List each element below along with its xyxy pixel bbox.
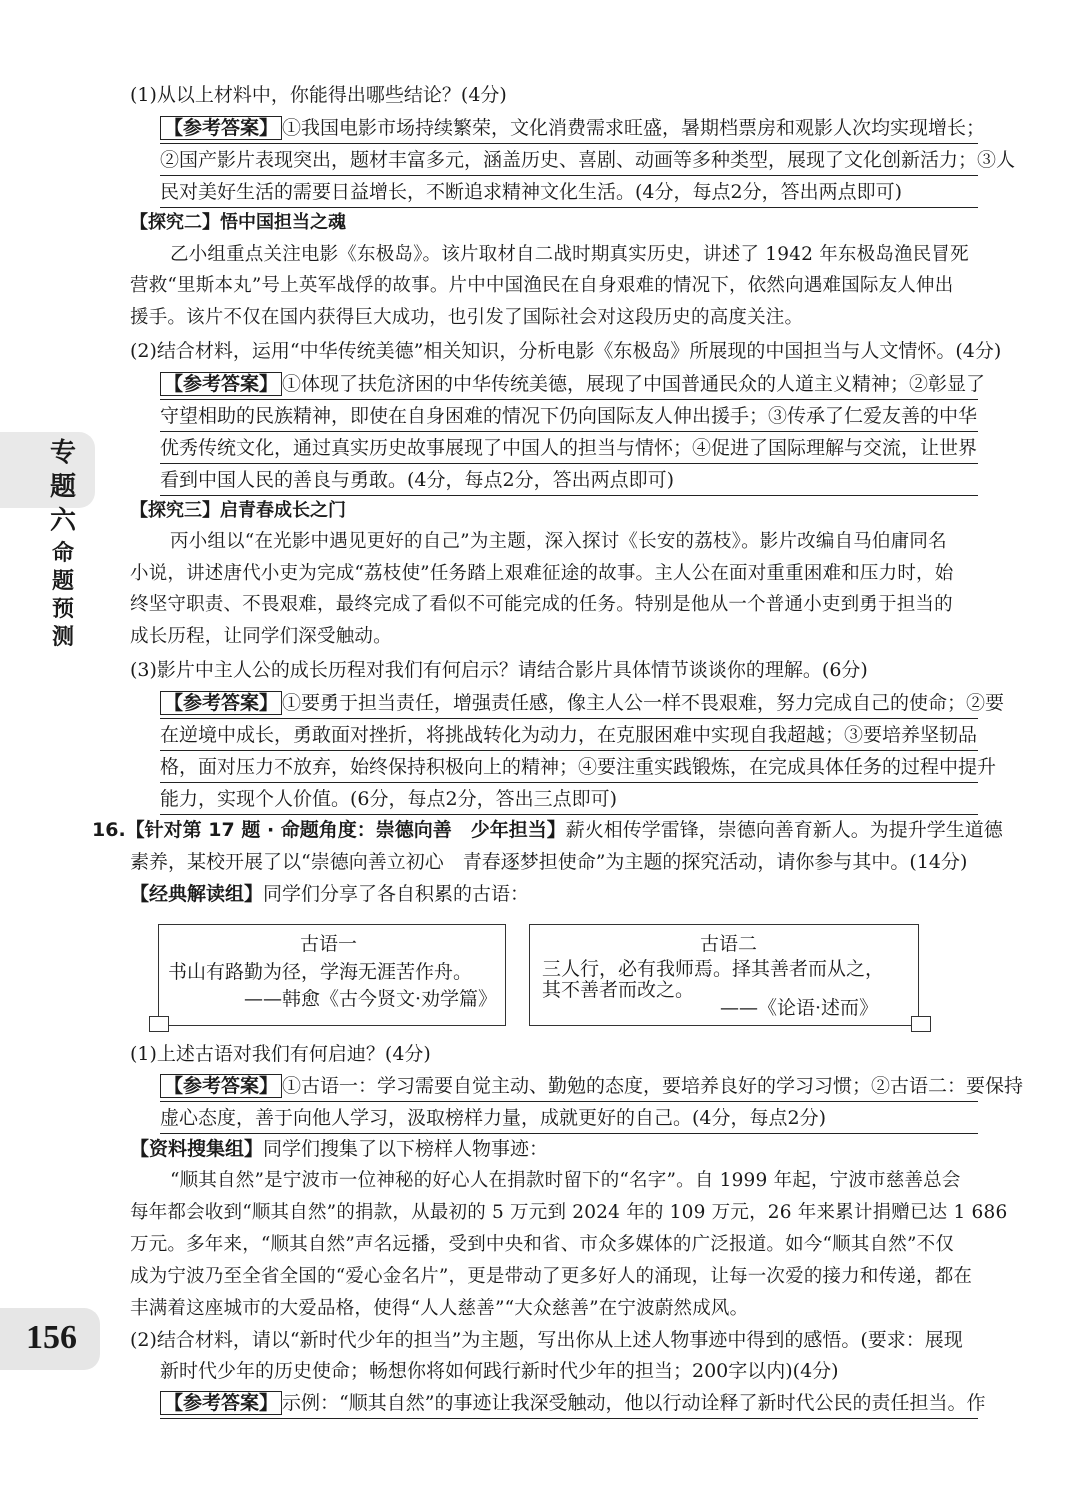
quote1-source: ——韩愈《古今贤文·劝学篇》 — [244, 988, 498, 1010]
quote-box-corner — [149, 1016, 169, 1032]
question-16-1: (1)上述古语对我们有何启迪？(4分) — [130, 1043, 431, 1065]
answer-label: 【参考答案】 — [160, 1391, 282, 1415]
material-line: 每年都会收到“顺其自然”的捐款，从最初的 5 万元到 2024 年的 109 万元，26 年来累计捐赠已达 1 686 — [130, 1202, 1008, 1223]
group2-text: 同学们搜集了以下榜样人物事迹： — [263, 1138, 549, 1160]
answer-label: 【参考答案】 — [160, 116, 282, 140]
material-line: 援手。该片不仅在国内获得巨大成功，也引发了国际社会对这段历史的高度关注。 — [130, 307, 804, 328]
group1-line — [130, 879, 529, 909]
answer-line — [160, 688, 1005, 719]
material-line: 营救“里斯本丸”号上英军战俘的故事。片中中国渔民在自身艰难的情况下，依然向遇难国际友人伸出 — [130, 275, 954, 296]
answer-text: ①我国电影市场持续繁荣，文化消费需求旺盛，暑期档票房和观影人次均实现增长； — [282, 117, 986, 139]
answer-line: 虚心态度，善于向他人学习，汲取榜样力量，成就更好的自己。(4分，每点2分) — [160, 1103, 978, 1134]
answer-line — [160, 113, 986, 144]
answer-label: 【参考答案】 — [160, 1074, 282, 1098]
answer-line: 格，面对压力不放弃，始终保持积极向上的精神；④要注重实践锻炼，在完成具体任务的过程中提升 — [160, 752, 978, 783]
section-heading-explore2: 【探究二】悟中国担当之魂 — [130, 212, 346, 233]
answer-label: 【参考答案】 — [160, 372, 282, 396]
quote2-source: ——《论语·述而》 — [720, 997, 879, 1019]
page-number: 156 — [26, 1319, 77, 1356]
answer-line: 看到中国人民的善良与勇敢。(4分，每点2分，答出两点即可) — [160, 465, 978, 496]
question-tag: 【针对第 17 题 · 命题角度：崇德向善 少年担当】 — [125, 819, 566, 841]
quote2-title: 古语二 — [700, 933, 758, 955]
quote1-title: 古语一 — [300, 933, 358, 955]
answer-label: 【参考答案】 — [160, 691, 282, 715]
material-line: 万元。多年来，“顺其自然”声名远播，受到中央和省、市众多媒体的广泛报道。如今“顺其自然”不仅 — [130, 1234, 955, 1255]
answer-line — [160, 369, 986, 400]
group1-label: 【经典解读组】 — [130, 883, 264, 905]
material-line: 成为宁波乃至全省全国的“爱心金名片”，更是带动了更多好人的涌现，让每一次爱的接力和传递，都在 — [130, 1266, 973, 1287]
question-intro-line: 素养，某校开展了以“崇德向善立初心 青春逐梦担使命”为主题的探究活动，请你参与其中。(14分) — [130, 851, 968, 873]
material-line: 成长历程，让同学们深受触动。 — [130, 626, 392, 647]
answer-line: ②国产影片表现突出，题材丰富多元，涵盖历史、喜剧、动画等多种类型，展现了文化创新活力；③人 — [160, 145, 978, 176]
answer-line: 在逆境中成长，勇敢面对挫折，将挑战转化为动力，在克服困难中实现自我超越；③要培养坚韧品 — [160, 720, 978, 751]
answer-line — [160, 1388, 986, 1419]
question-16-line — [92, 815, 1003, 845]
answer-line: 民对美好生活的需要日益增长，不断追求精神文化生活。(4分，每点2分，答出两点即可) — [160, 177, 978, 208]
answer-text: ①体现了扶危济困的中华传统美德，展现了中国普通民众的人道主义精神；②彰显了 — [282, 373, 986, 395]
answer-line: 优秀传统文化，通过真实历史故事展现了中国人的担当与情怀；④促进了国际理解与交流，让世界 — [160, 433, 978, 464]
material-line: 终坚守职责、不畏艰难，最终完成了看似不可能完成的任务。特别是他从一个普通小吏到勇于担当的 — [130, 594, 953, 615]
material-line: 丙小组以“在光影中遇见更好的自己”为主题，深入探讨《长安的荔枝》。影片改编自马伯庸同名 — [170, 531, 947, 552]
quote2-text-1: 三人行，必有我师焉。择其善者而从之， — [542, 958, 885, 980]
side-tab-text: 专题六 — [49, 438, 76, 536]
question-number: 16. — [92, 819, 126, 841]
answer-text: ①古语一：学习需要自觉主动、勤勉的态度，要培养良好的学习习惯；②古语二：要保持 — [282, 1075, 1024, 1097]
answer-line: 能力，实现个人价值。(6分，每点2分，答出三点即可) — [160, 784, 978, 815]
side-label: 命题预测 — [51, 541, 74, 650]
question-intro: 薪火相传学雷锋，崇德向善育新人。为提升学生道德 — [565, 819, 1003, 841]
quote2-text-2: 其不善者而改之。 — [542, 979, 695, 1001]
group2-label: 【资料搜集组】 — [130, 1138, 264, 1160]
material-line: “顺其自然”是宁波市一位神秘的好心人在捐款时留下的“名字”。自 1999 年起，宁波市慈善总会 — [170, 1170, 961, 1191]
answer-text: ①要勇于担当责任，增强责任感，像主人公一样不畏艰难，努力完成自己的使命；②要 — [282, 692, 1005, 714]
material-line: 小说，讲述唐代小吏为完成“荔枝使”任务踏上艰难征途的故事。主人公在面对重重困难和压力时，始 — [130, 563, 954, 584]
answer-line: 守望相助的民族精神，即使在自身困难的情况下仍向国际友人伸出援手；③传承了仁爱友善的中华 — [160, 401, 978, 432]
quote-box-corner — [911, 1016, 931, 1032]
material-line: 乙小组重点关注电影《东极岛》。该片取材自二战时期真实历史，讲述了 1942 年东极岛渔民冒死 — [170, 244, 969, 265]
material-line: 丰满着这座城市的大爱品格，使得“人人慈善”“大众慈善”在宁波蔚然成风。 — [130, 1298, 749, 1319]
quote1-text: 书山有路勤为径，学海无涯苦作舟。 — [168, 961, 473, 983]
question-3: (3)影片中主人公的成长历程对我们有何启示？请结合影片具体情节谈谈你的理解。(6分) — [130, 659, 868, 681]
question-2: (2)结合材料，运用“中华传统美德”相关知识，分析电影《东极岛》所展现的中国担当与人文情怀。(4分) — [130, 340, 1002, 362]
group1-text: 同学们分享了各自积累的古语： — [263, 883, 530, 905]
section-heading-explore3: 【探究三】启青春成长之门 — [130, 500, 346, 521]
group2-line — [130, 1134, 548, 1164]
question-1: (1)从以上材料中，你能得出哪些结论？(4分) — [130, 84, 507, 106]
question-16-2-cont: 新时代少年的历史使命；畅想你将如何践行新时代少年的担当；200字以内)(4分) — [160, 1360, 839, 1382]
answer-line — [160, 1071, 1024, 1102]
answer-text: 示例：“顺其自然”的事迹让我深受触动，他以行动诠释了新时代公民的责任担当。作 — [282, 1392, 986, 1414]
question-16-2: (2)结合材料，请以“新时代少年的担当”为主题，写出你从上述人物事迹中得到的感悟。(要求：展现 — [130, 1329, 963, 1351]
